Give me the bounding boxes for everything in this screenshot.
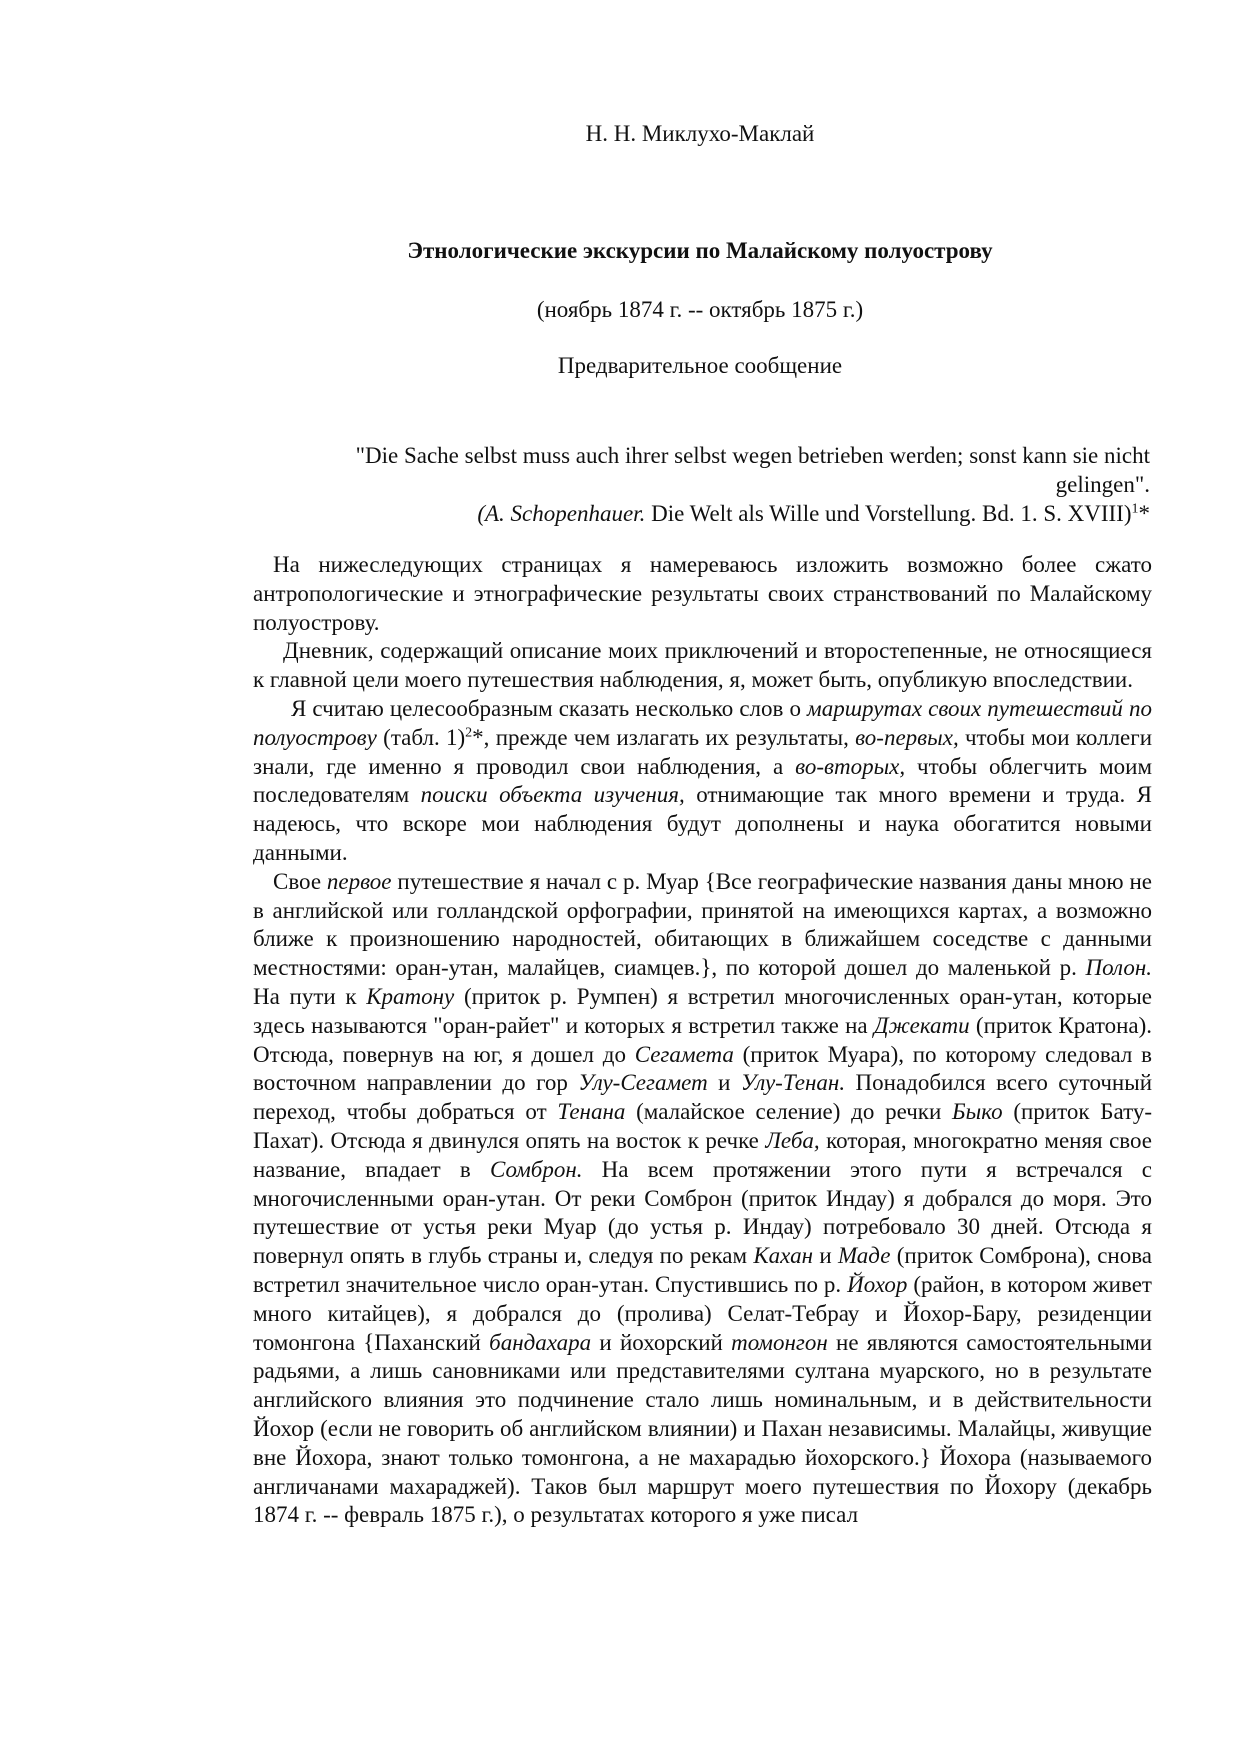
epigraph [280, 441, 1150, 528]
footnote-asterisk: * [1138, 501, 1150, 526]
italic-run: Сомброн. [489, 1156, 583, 1182]
italic-run: Йохор [847, 1271, 908, 1297]
paragraph-4 [253, 868, 1152, 1530]
text-run: Я считаю целесообразным сказать несколько слов о [291, 695, 808, 721]
paragraph-2: Дневник, содержащий описание моих приключений и второстепенные, не относящиеся к главной цели моего путешествия наблюдения, я, может быть, опубликую впоследствии. [253, 638, 1152, 693]
text-run: (малайское селение) до речки [625, 1099, 953, 1125]
italic-run: Тенана [557, 1099, 626, 1125]
paragraph-3 [253, 695, 1152, 868]
italic-run: Полон. [1085, 955, 1152, 981]
italic-run: поиски объекта изучения, [420, 782, 685, 808]
text-run: отнимающие так много времени и труда. Я надеюсь, что вскоре мои наблюдения будут дополнены и наука обогатится новыми данными. [253, 782, 1152, 865]
text-run: путешествие я начал с р. Муар {Все географические названия даны мною не в английской или голландской орфографии, принятой на имеющихся картах, а возможно ближе к произношению народностей, обитающих в ближайшем соседстве с данными местностями: оран-утан, малайцев, сиамцев.}, по которой дошел до маленькой р. [253, 868, 1152, 981]
text-run: (приток Муара), по которому следовал в восточном направлении до гор [253, 1041, 1152, 1096]
italic-run: Быко [952, 1099, 1003, 1125]
body-text [253, 551, 1152, 1530]
italic-run: маршрутах своих путешествий по полуострову [253, 695, 1152, 750]
italic-run: Маде [837, 1243, 891, 1269]
italic-run: Улу-Тенан. [740, 1070, 846, 1096]
text-run: и [812, 1243, 838, 1269]
text-run: чтобы мои коллеги знали, где именно я проводил свои наблюдения, а [253, 724, 1152, 779]
footnote-mark: 1 [1131, 501, 1139, 517]
epigraph-quote: "Die Sache selbst muss auch ihrer selbst wegen betrieben werden; sonst kann sie nicht gelingen". [355, 443, 1150, 497]
italic-run: Джекати [873, 1012, 970, 1038]
italic-run: во-вторых, [795, 753, 906, 779]
author-name: Н. Н. Миклухо-Маклай [585, 121, 815, 146]
text-run: чтобы облегчить моим последователям [253, 753, 1152, 808]
text-run: *, прежде чем излагать их результаты, [472, 724, 856, 750]
document-title: Этнологические экскурсии по Малайскому полуострову [407, 238, 993, 263]
text-run: (приток Бату-Пахат). Отсюда я двинулся опять на восток к речке [253, 1099, 1152, 1153]
italic-run: Сегамета [634, 1041, 734, 1067]
text-run: (район, в котором живет много китайцев), я добрался до (пролива) Селат-Тебрау и Йохор-Бару, резиденции томонгона {Паханский [253, 1271, 1152, 1355]
italic-run: Кахан [753, 1243, 813, 1269]
text-run: (приток Сомброна), снова встретил значительное число оран-утан. Спустившись по р. [253, 1243, 1152, 1297]
text-run: На всем протяжении этого пути я встречался с многочисленными оран-утан. От реки Сомброн (приток Индау) я добрался до моря. Это путешествие от устья реки Муар (до устья р. Индау) потребовало 30 дней. Отсюда я повернул опять в глубь страны и, следуя по рекам [253, 1156, 1152, 1269]
epigraph-source-work: Die Welt als Wille und Vorstellung. Bd. 1. S. XVIII) [645, 501, 1132, 526]
document-subtitle: Предварительное сообщение [557, 353, 843, 378]
italic-run: томонгон [731, 1329, 828, 1355]
text-run: (приток Кратона). Отсюда, повернув на юг, я дошел до [253, 1012, 1152, 1067]
text-run: не являются самостоятельными радьями, а лишь сановниками или представителями султана муарского, но в результате английского влияния это подчинение стало лишь номинальным, и в действительности Йохор (если не говорить об английском влиянии) и Пахан независимы. Малайцы, живущие вне Йохора, знают только томонгона, а не махарадью йохорского.} Йохора (называемого англичанами махараджей). Таков был маршрут моего путешествия по Йохору (декабрь 1874 г. -- февраль 1875 г.), о результатах которого я уже писал [253, 1329, 1153, 1528]
text-run: (приток р. Румпен) я встретил многочисленных оран-утан, которые здесь называются "оран-райет" и которых я встретил также на [253, 983, 1152, 1038]
text-run: Понадобился всего суточный переход, чтобы добраться от [253, 1070, 1153, 1125]
italic-run: Кратону [366, 983, 455, 1009]
text-run: и [707, 1070, 741, 1096]
text-run: (табл. 1) [376, 724, 466, 750]
italic-run: Улу-Сегамет [578, 1070, 708, 1096]
text-run: и йохорский [591, 1329, 732, 1355]
text-run: На пути к [253, 983, 367, 1009]
epigraph-source [280, 499, 1150, 528]
italic-run: первое [326, 868, 392, 894]
epigraph-source-author: (A. Schopenhauer. [477, 501, 646, 526]
text-run: которая, многократно меняя свое название, впадает в [253, 1127, 1152, 1182]
text-run: Свое [273, 868, 327, 894]
paragraph-1: На нижеследующих страницах я намереваюсь изложить возможно более сжато антропологические и этнографические результаты своих странствований по Малайскому полуострову. [253, 552, 1152, 635]
italic-run: Леба, [765, 1127, 820, 1153]
date-range: (ноябрь 1874 г. -- октябрь 1875 г.) [536, 297, 864, 322]
italic-run: во-первых, [855, 724, 959, 750]
footnote-mark: 2 [465, 725, 473, 741]
italic-run: бандахара [489, 1329, 592, 1355]
